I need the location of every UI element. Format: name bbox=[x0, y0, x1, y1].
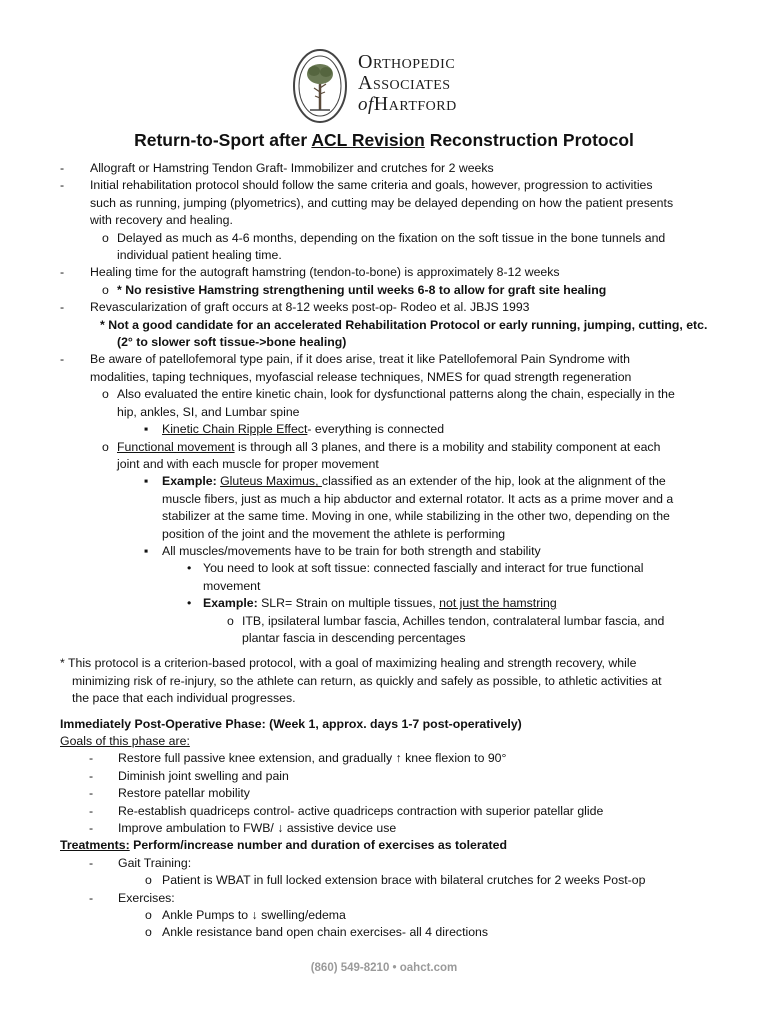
line-text: Initial rehabilitation protocol should follow the same criteria and goals, however, progression to activities bbox=[90, 178, 653, 193]
org-name-line3: Hartford bbox=[373, 93, 457, 115]
circle-marker: o bbox=[102, 282, 109, 297]
line-text: Gait Training: bbox=[118, 855, 192, 870]
bullet-line bbox=[60, 299, 710, 316]
treatment-item bbox=[60, 855, 710, 872]
line-text-underlined: Gluteus Maximus, bbox=[220, 474, 322, 489]
phase-heading: Immediately Post-Operative Phase: (Week 1, approx. days 1-7 post-operatively) bbox=[60, 716, 522, 731]
dash-marker: - bbox=[89, 751, 94, 766]
criterion-note: the pace that each individual progresses. bbox=[72, 691, 296, 706]
up-arrow-icon: ↑ bbox=[395, 751, 402, 766]
square-marker: ▪ bbox=[144, 543, 149, 558]
protocol-body bbox=[60, 160, 710, 942]
square-marker: ▪ bbox=[144, 474, 149, 489]
footer-contact: (860) 549-8210 • oahct.com bbox=[310, 962, 458, 974]
dash-marker: - bbox=[89, 786, 94, 801]
bullet-line bbox=[60, 230, 710, 247]
line-text: SLR= Strain on multiple tissues, bbox=[257, 596, 440, 611]
line-text: Improve ambulation to FWB/ bbox=[118, 821, 278, 836]
dash-marker: - bbox=[89, 768, 94, 783]
bullet-line bbox=[60, 282, 710, 299]
dot-marker: • bbox=[187, 561, 192, 576]
treatment-subitem bbox=[60, 924, 710, 941]
bullet-line bbox=[60, 386, 710, 403]
line-text-underlined: Treatments: bbox=[60, 838, 130, 853]
treatments-heading bbox=[60, 837, 710, 854]
line-text: ITB, ipsilateral lumbar fascia, Achilles tendon, contralateral lumbar fascia, and bbox=[242, 613, 665, 628]
line-text: individual patient healing time. bbox=[117, 248, 282, 263]
line-text: such as running, jumping (plyometrics), and cutting may be delayed depending on how the patient presents bbox=[90, 195, 674, 210]
line-text: All muscles/movements have to be train for both strength and stability bbox=[162, 543, 541, 558]
line-text: Ankle resistance band open chain exercises- all 4 directions bbox=[162, 925, 489, 940]
line-text: Healing time for the autograft hamstring (tendon-to-bone) is approximately 8-12 weeks bbox=[90, 265, 560, 280]
line-text: plantar fascia in descending percentages bbox=[242, 630, 466, 645]
bullet-line bbox=[60, 473, 710, 490]
organization-name bbox=[358, 52, 457, 115]
logo-header bbox=[292, 48, 492, 126]
goals-heading: Goals of this phase are: bbox=[60, 734, 190, 748]
line-text: is through all 3 planes, and there is a mobility and stability component at each bbox=[234, 439, 661, 454]
circle-marker: o bbox=[227, 613, 234, 628]
bullet-line bbox=[60, 160, 710, 177]
line-text: Diminish joint swelling and pain bbox=[118, 768, 289, 783]
circle-marker: o bbox=[145, 925, 152, 940]
square-marker: ▪ bbox=[144, 422, 149, 437]
bullet-line bbox=[60, 421, 710, 438]
down-arrow-icon: ↓ bbox=[277, 821, 284, 836]
line-text: Ankle Pumps to bbox=[162, 908, 252, 923]
line-text: Revascularization of graft occurs at 8-12 weeks post-op- Rodeo et al. JBJS 1993 bbox=[90, 300, 530, 315]
line-text: (2° to slower soft tissue->bone healing) bbox=[117, 335, 347, 350]
line-text: You need to look at soft tissue: connected fascially and interact for true functional bbox=[203, 561, 644, 576]
line-text: classified as an extender of the hip, look at the alignment of the bbox=[321, 474, 666, 489]
line-text: hip, ankles, SI, and Lumbar spine bbox=[117, 404, 300, 419]
line-text: modalities, taping techniques, myofascial release techniques, NMES for quad strength regeneration bbox=[90, 369, 632, 384]
line-text: Also evaluated the entire kinetic chain, look for dysfunctional patterns along the chain, especially in the bbox=[117, 387, 675, 402]
line-text-underlined: Kinetic Chain Ripple Effect bbox=[162, 422, 308, 437]
goal-item bbox=[60, 768, 710, 785]
criterion-note: * This protocol is a criterion-based protocol, with a goal of maximizing healing and strength recovery, while bbox=[60, 656, 637, 671]
line-text: position of the joint and the movement the athlete is performing bbox=[162, 526, 506, 541]
line-text: - everything is connected bbox=[307, 422, 445, 437]
org-name-line2: Associates bbox=[358, 72, 451, 94]
bullet-line bbox=[60, 543, 710, 560]
dash-marker: - bbox=[60, 178, 65, 193]
goal-item bbox=[60, 820, 710, 837]
bullet-line bbox=[60, 177, 710, 194]
down-arrow-icon: ↓ bbox=[251, 908, 258, 923]
line-text: Be aware of patellofemoral type pain, if it does arise, treat it like Patellofemoral Pain Syndrome with bbox=[90, 352, 630, 367]
document-title bbox=[0, 130, 768, 151]
title-underlined: ACL Revision bbox=[311, 130, 425, 150]
line-text: with recovery and healing. bbox=[90, 213, 233, 228]
line-text-bold: Example: bbox=[162, 474, 221, 489]
title-part: Return-to-Sport after bbox=[134, 130, 312, 150]
circle-marker: o bbox=[102, 387, 109, 402]
line-text: muscle fibers, just as much a hip abductor and external rotator. It acts as a prime mover and a bbox=[162, 491, 674, 506]
line-text: knee flexion to 90° bbox=[401, 751, 507, 766]
dash-marker: - bbox=[60, 300, 65, 315]
line-text: Patient is WBAT in full locked extension brace with bilateral crutches for 2 weeks Post-op bbox=[162, 873, 646, 888]
dash-marker: - bbox=[60, 265, 65, 280]
org-name-line1: Orthopedic bbox=[358, 51, 456, 73]
bullet-line bbox=[60, 560, 710, 577]
dot-marker: • bbox=[187, 596, 192, 611]
goal-item bbox=[60, 750, 710, 767]
circle-marker: o bbox=[102, 230, 109, 245]
treatment-subitem bbox=[60, 872, 710, 889]
line-text: Allograft or Hamstring Tendon Graft- Immobilizer and crutches for 2 weeks bbox=[90, 161, 494, 175]
line-text: Re-establish quadriceps control- active quadriceps contraction with superior patellar glide bbox=[118, 803, 604, 818]
bullet-line bbox=[60, 595, 710, 612]
line-text: * Not a good candidate for an accelerated Rehabilitation Protocol or early running, jumping, cutting, etc. bbox=[100, 317, 708, 332]
circle-marker: o bbox=[145, 873, 152, 888]
bullet-line bbox=[60, 351, 710, 368]
line-text: Perform/increase number and duration of exercises as tolerated bbox=[129, 838, 507, 853]
treatment-subitem bbox=[60, 907, 710, 924]
line-text: Restore patellar mobility bbox=[118, 786, 250, 801]
line-text: Exercises: bbox=[118, 890, 175, 905]
line-text: joint and with each muscle for proper movement bbox=[117, 456, 379, 471]
line-text: Delayed as much as 4-6 months, depending on the fixation on the soft tissue in the bone tunnels and bbox=[117, 230, 666, 245]
circle-marker: o bbox=[102, 439, 109, 454]
line-text-bold: Example: bbox=[203, 596, 258, 611]
dash-marker: - bbox=[89, 855, 94, 870]
criterion-note: minimizing risk of re-injury, so the athlete can return, as quickly and safely as possible, to athletic activities at bbox=[72, 673, 662, 688]
line-text: swelling/edema bbox=[257, 908, 346, 923]
seal-logo-icon bbox=[292, 48, 348, 124]
line-text: movement bbox=[203, 578, 261, 593]
bullet-line bbox=[60, 613, 710, 630]
bullet-line bbox=[60, 264, 710, 281]
dash-marker: - bbox=[60, 352, 65, 367]
line-text: Restore full passive knee extension, and gradually bbox=[118, 751, 396, 766]
circle-marker: o bbox=[145, 908, 152, 923]
dash-marker: - bbox=[89, 821, 94, 836]
dash-marker: - bbox=[89, 803, 94, 818]
line-text-underlined: not just the hamstring bbox=[439, 596, 557, 611]
line-text-underlined: Functional movement bbox=[117, 439, 235, 454]
goal-item bbox=[60, 785, 710, 802]
treatment-item bbox=[60, 890, 710, 907]
title-part: Reconstruction Protocol bbox=[424, 130, 634, 150]
dash-marker: - bbox=[89, 890, 94, 905]
dash-marker: - bbox=[60, 161, 65, 175]
bullet-line bbox=[60, 439, 710, 456]
goal-item bbox=[60, 803, 710, 820]
line-text: * No resistive Hamstring strengthening until weeks 6-8 to allow for graft site healing bbox=[117, 282, 607, 297]
org-name-of: of bbox=[358, 94, 374, 115]
line-text: stabilizer at the same time. Moving in one, while stabilizing in the other two, depending on the bbox=[162, 509, 670, 524]
line-text: assistive device use bbox=[283, 821, 397, 836]
